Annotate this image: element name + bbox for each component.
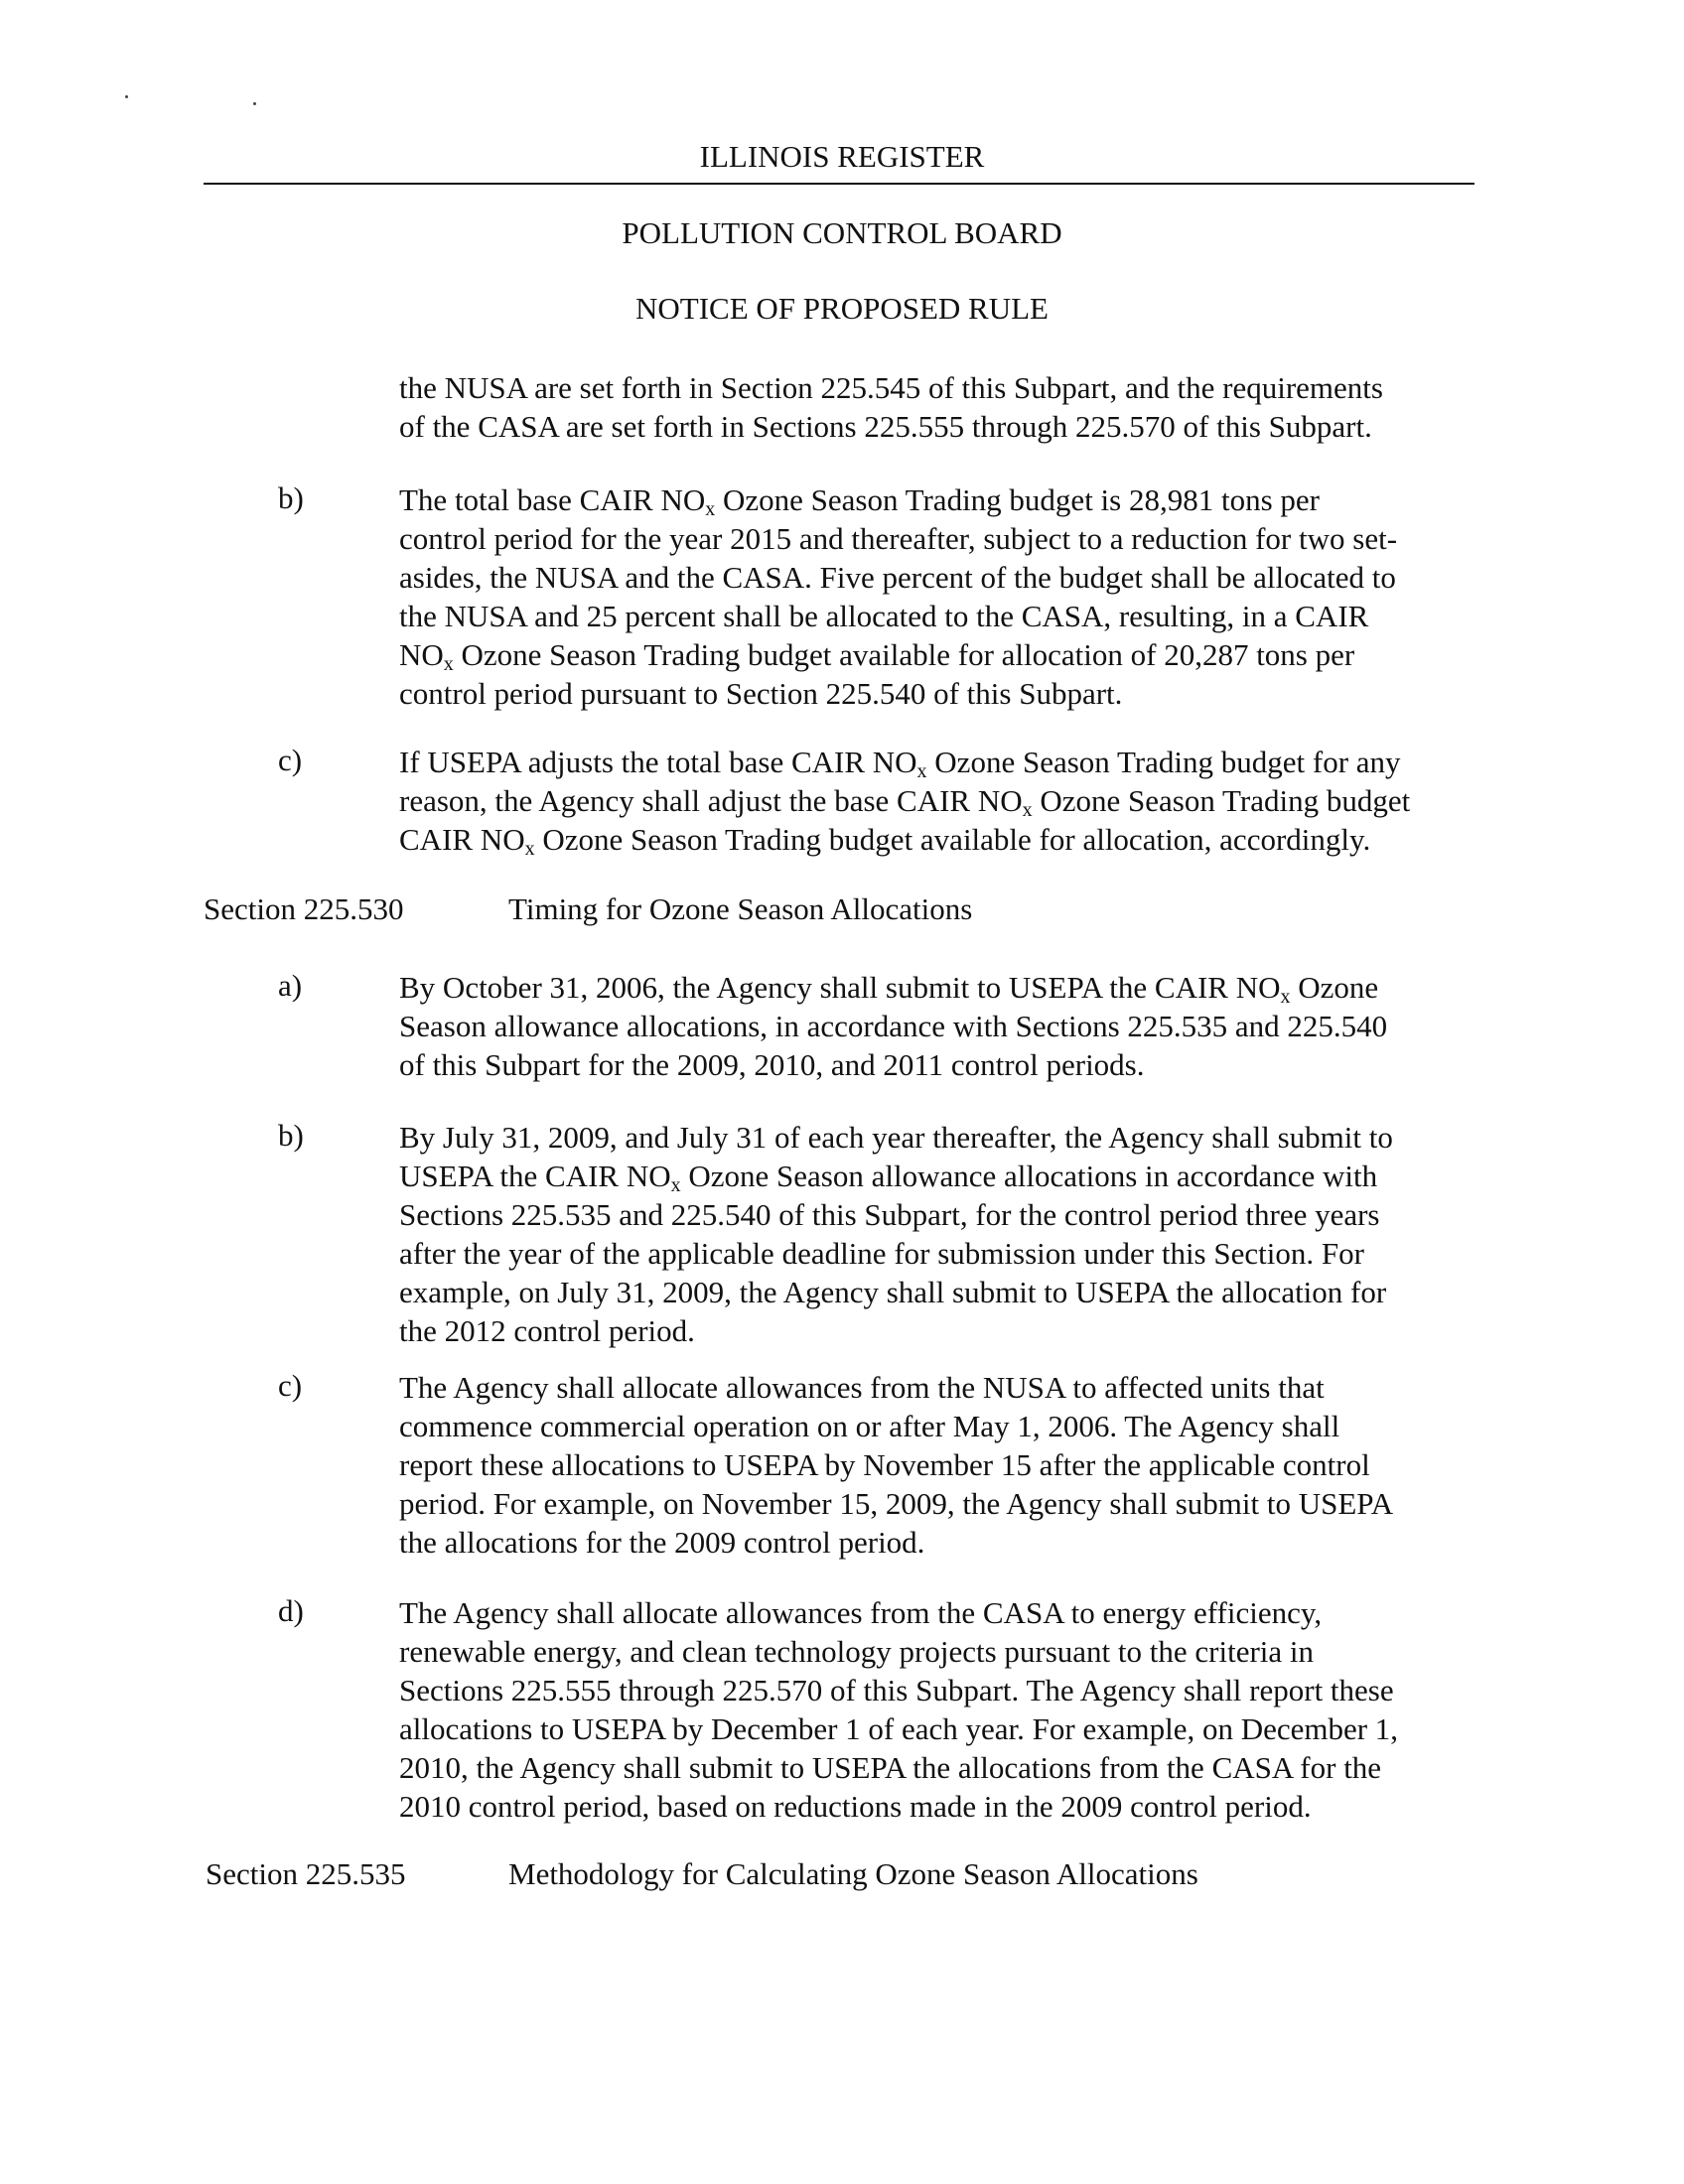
timing-paragraph-c: The Agency shall allocate allowances from the NUSA to affected units that commence commercial operation on or after May 1, 2006. The Agency shall report these allocations to USEPA by November 15 after the applicable control period. For example, on November 15, 2009, the Agency shall submit to USEPA the allocations for the 2009 control period. — [399, 1370, 1394, 1560]
register-title: ILLINOIS REGISTER — [699, 139, 985, 174]
item-label: c) — [278, 743, 303, 777]
scan-speck — [253, 102, 256, 105]
section-number: Section 225.530 — [204, 891, 404, 926]
timing-paragraph-b: By July 31, 2009, and July 31 of each year thereafter, the Agency shall submit to USEPA the CAIR $NO_x$ Ozone Season allowance allocations in accordance with Sections 225.535 and 225.540 of this Subpart, for the control period three years after the year of the applicable deadline for submission under this Section. For example, on July 31, 2009, the Agency shall submit to USEPA the allocation for the 2012 control period. — [399, 1120, 1393, 1348]
scan-speck — [125, 95, 128, 98]
continued-line: of the CASA are set forth in Sections 225.555 through 225.570 of this Subpart. — [399, 409, 1372, 444]
header-rule — [204, 183, 1474, 185]
timing-paragraph-d: The Agency shall allocate allowances from the CASA to energy efficiency, renewable energy, and clean technology projects pursuant to the criteria in Sections 225.555 through 225.570 of this Subpart. The Agency shall report these allocations to USEPA by December 1 of each year. For example, on December 1, 2010, the Agency shall submit to USEPA the allocations from the CASA for the 2010 control period, based on reductions made in the 2009 control period. — [399, 1595, 1399, 1824]
continued-line: the NUSA are set forth in Section 225.545 of this Subpart, and the requirements — [399, 370, 1383, 405]
board-name: POLLUTION CONTROL BOARD — [622, 215, 1062, 250]
section-number: Section 225.535 — [206, 1856, 406, 1891]
item-label: c) — [278, 1368, 303, 1403]
adjustment-paragraph: If USEPA adjusts the total base CAIR $NO_x$ Ozone Season Trading budget for any reason, the Agency shall adjust the base CAIR $NO_x$ Ozone Season Trading budget CAIR $NO_x$ Ozone Season Trading budget available for allocation, accordingly. — [399, 745, 1411, 860]
budget-paragraph: The total base CAIR $NO_x$ Ozone Season Trading budget is 28,981 tons per control period for the year 2015 and thereafter, subject to a reduction for two set- asides, the NUSA and the CASA. Five percent of the budget shall be allocated to the NUSA and 25 percent shall be allocated to the CASA, resulting, in a CAIR $NO_x$ Ozone Season Trading budget available for allocation of 20,287 tons per control period pursuant to Section 225.540 of this Subpart. — [399, 482, 1398, 711]
notice-title: NOTICE OF PROPOSED RULE — [635, 291, 1049, 326]
timing-paragraph-a: By October 31, 2006, the Agency shall submit to USEPA the CAIR $NO_x$ Ozone Season allowance allocations, in accordance with Sections 225.535 and 225.540 of this Subpart for the 2009, 2010, and 2011 control periods. — [399, 970, 1388, 1082]
item-label: b) — [278, 480, 304, 515]
item-label: a) — [278, 968, 303, 1003]
section-title: Timing for Ozone Season Allocations — [508, 891, 973, 926]
section-title: Methodology for Calculating Ozone Season Allocations — [508, 1856, 1198, 1891]
item-label: b) — [278, 1118, 304, 1153]
item-label: d) — [278, 1593, 304, 1628]
continued-paragraph — [399, 368, 1481, 446]
